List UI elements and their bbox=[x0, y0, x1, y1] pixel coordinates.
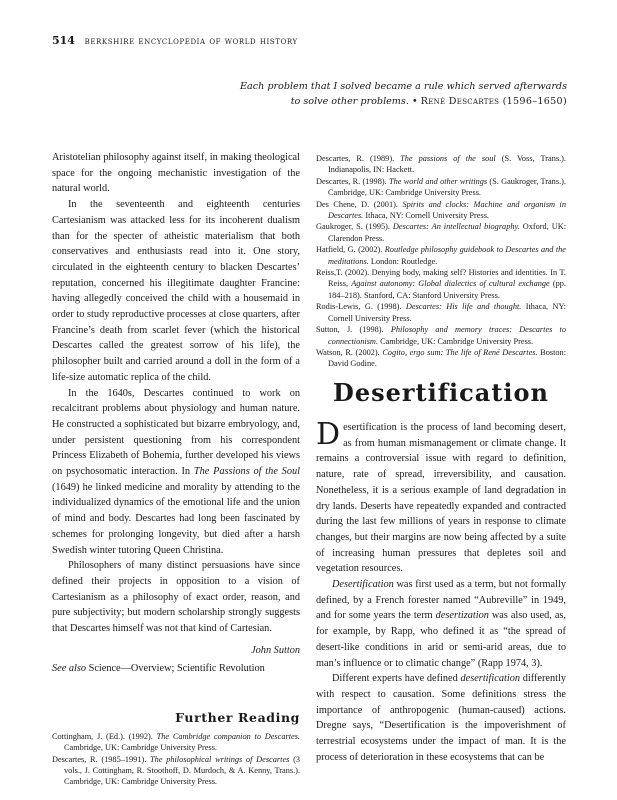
reference-item bbox=[316, 324, 566, 347]
reference-publisher: Cambridge, UK: Cambridge University Press. bbox=[378, 336, 534, 346]
reference-title: Descartes: An intellectual biography. bbox=[392, 222, 520, 232]
reference-author: Descartes, R. (1998). bbox=[316, 176, 389, 186]
reference-publisher: Boston: David Godine. bbox=[328, 347, 566, 369]
reference-list bbox=[316, 153, 566, 370]
see-also bbox=[52, 663, 300, 674]
reference-item bbox=[316, 153, 566, 176]
reference-item bbox=[316, 199, 566, 222]
term: desertification bbox=[460, 673, 520, 685]
reference-item bbox=[316, 301, 566, 324]
reference-author: Watson, R. (2002). bbox=[316, 347, 383, 357]
left-column bbox=[52, 150, 300, 788]
reference-item bbox=[52, 754, 300, 788]
text-run: Different experts have defined bbox=[332, 673, 461, 685]
text-run: differently with respect to causation. Some definitions stress the importance of anthropogenic (human-caused) actions. Dregne says, “Desertification is the impoverishment of terrestrial ecosystems under the impact of man. It is the process of deterioration in these ecosystems that can be bbox=[316, 673, 566, 763]
reference-publisher: London: Routledge. bbox=[368, 256, 438, 266]
reference-title: Against autonomy: Global dialectics of cultural exchange bbox=[351, 279, 550, 289]
text-run: esertification is the process of land becoming desert, as from human mismanagement or climate change. It remains a controversial issue with regard to definition, nature, rate of spread, irreversibility, and causation. Nonetheless, it is a serious example of land degradation in dry lands. Deserts have repeatedly expanded and contracted during the last few millions of years in response to climate changes, but their margins are now being affected by a suite of increasing human pressures that depletes soil and vegetation resources. bbox=[316, 422, 566, 575]
paragraph bbox=[316, 671, 566, 765]
see-also-label: See also bbox=[52, 662, 87, 674]
reference-publisher: Cambridge, UK: Cambridge University Press. bbox=[64, 743, 218, 753]
reference-author: Rodis-Lewis, G. (1998). bbox=[316, 302, 406, 312]
reference-publisher: (3 vols., J. Cottingham, R. Stoothoff, D. Murdoch, & A. Kenny, Trans.). Cambridge, UK: Cambridge University Press. bbox=[64, 754, 300, 787]
text-run: was also used, as, for example, by Rapp, who defined it as “the spread of desert-like conditions in arid or semi-arid areas, due to man’s influence or to climatic change” (Rapp 1974, 3). bbox=[316, 610, 566, 669]
reference-title: The philosophical writings of Descartes bbox=[150, 754, 290, 764]
reference-list bbox=[52, 731, 300, 788]
page-number: 514 bbox=[52, 34, 75, 47]
reference-author: Cottingham, J. (Ed.). (1992). bbox=[52, 731, 157, 741]
epigraph-line-1: Each problem that I solved became a rule which served afterwards bbox=[240, 81, 567, 92]
reference-title: Philosophy and memory traces: Descartes to connectionism. bbox=[328, 325, 567, 346]
article-author: John Sutton bbox=[251, 644, 300, 656]
term: Desertification bbox=[332, 579, 394, 591]
reference-author: Des Chene, D. (2001). bbox=[316, 199, 403, 209]
text-run: (1649) he linked medicine and morality by attending to the individualized dynamics of the emotional life and the union of mind and body. Descartes had long been fascinated by schemes for prolonging longevity, but died after a harsh Swedish winter tutoring Queen Christina. bbox=[52, 481, 300, 556]
paragraph bbox=[316, 577, 566, 671]
reference-item bbox=[316, 176, 566, 199]
book-title: The Passions of the Soul bbox=[193, 466, 300, 478]
reference-publisher: Ithaca, NY: Cornell University Press. bbox=[363, 211, 490, 221]
reference-author: Descartes, R. (1985–1991). bbox=[52, 754, 151, 764]
epigraph-attribution: René Descartes (1596–1650) bbox=[420, 96, 567, 107]
text-run: was first used as a term, but not formally defined, by a French forester named “Aubreville” in 1949, and for some years the term bbox=[316, 579, 566, 622]
epigraph-line-2-text: to solve other problems. bbox=[290, 96, 409, 107]
reference-author: Reiss,T. (2002). Denying body, making self? Histories and identities. In T. Reiss, bbox=[316, 268, 566, 289]
reference-item bbox=[316, 267, 566, 301]
reference-publisher: (S. Voss, Trans.). Indianapolis, IN: Hackett. bbox=[328, 154, 566, 175]
epigraph bbox=[237, 79, 567, 109]
reference-publisher: (pp. 184–218). Stanford, CA: Stanford University Press. bbox=[328, 279, 566, 300]
paragraph: In the seventeenth and eighteenth centuries Cartesianism was attacked less for its incoherent dualism than for the specter of atheistic materialism that both conservatives and enthusiasts read into it. One story, circulated in the eighteenth century to blacken Descartes’ reputation, concerned his illegitimate daughter Francine: having allegedly conceived the child with a housemaid in order to study reproductive processes at close quarters, after Francine’s death from scarlet fever (which the historical Descartes called the greatest sorrow of his life), the philosopher built and carried around a doll in the form of a life-size automatic replica of the child. bbox=[52, 199, 300, 383]
drop-cap: D bbox=[316, 417, 341, 452]
reference-publisher: (S. Gaukroger, Trans.). Cambridge, UK: Cambridge University Press. bbox=[328, 176, 566, 198]
reference-title: Spirits and clocks: Machine and organism in Descartes. bbox=[328, 199, 566, 221]
right-column-references bbox=[316, 153, 566, 370]
reference-title: Cogito, ergo sum: The life of René Descartes. bbox=[382, 347, 538, 357]
reference-item bbox=[52, 731, 300, 754]
paragraph bbox=[316, 417, 566, 577]
running-head-title: berkshire encyclopedia of world history bbox=[84, 36, 298, 47]
reference-title: The world and other writings bbox=[388, 176, 488, 186]
reference-item bbox=[316, 347, 566, 370]
paragraph: Philosophers of many distinct persuasions have since defined their projects in opposition to a vision of Cartesianism as a philosophy of exact order, reason, and pure subjectivity; but modern scholarship strongly suggests that Descartes himself was not that kind of Cartesian. bbox=[52, 560, 300, 635]
paragraph: Aristotelian philosophy against itself, in making theological space for the ongoing mechanistic investigation of the natural world. bbox=[52, 152, 300, 195]
reference-item bbox=[316, 244, 566, 267]
article-title: Desertification bbox=[333, 378, 549, 407]
reference-title: Routledge philosophy guidebook to Descartes and the meditations. bbox=[328, 245, 566, 266]
reference-author: Descartes, R. (1989). bbox=[316, 154, 401, 163]
term: desertization bbox=[435, 610, 489, 622]
reference-publisher: Oxford, UK: Clarendon Press. bbox=[328, 222, 566, 243]
reference-author: Gaukroger, S. (1995). bbox=[316, 222, 393, 232]
reference-publisher: Ithaca, NY: Cornell University Press. bbox=[328, 302, 566, 323]
reference-author: Sutton, J. (1998). bbox=[316, 325, 391, 335]
reference-title: The Cambridge companion to Descartes. bbox=[156, 731, 300, 741]
paragraph bbox=[52, 386, 300, 559]
epigraph-line-2 bbox=[237, 94, 567, 109]
epigraph-bullet: • bbox=[411, 96, 418, 107]
reference-author: Hatfield, G. (2002). bbox=[316, 245, 385, 255]
further-reading-heading: Further Reading bbox=[175, 709, 300, 725]
reference-title: Descartes: His life and thought. bbox=[405, 302, 522, 312]
see-also-links[interactable]: Science—Overview; Scientific Revolution bbox=[88, 662, 265, 674]
running-head bbox=[52, 34, 298, 47]
reference-title: The passions of the soul bbox=[400, 154, 496, 163]
reference-item bbox=[316, 221, 566, 244]
text-run: In the 1640s, Descartes continued to work on recalcitrant problems about physiology and human nature. He constructed a sophisticated but bizarre embryology, and, under persistent questioning from his correspondent Princess Elizabeth of Bohemia, further developed his views on psychosomatic interaction. In bbox=[52, 387, 300, 478]
right-column-article bbox=[316, 417, 566, 765]
